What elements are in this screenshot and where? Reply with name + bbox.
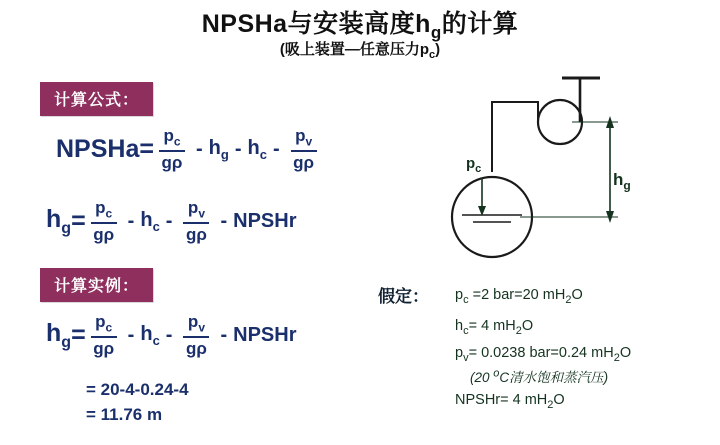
formula-hg-term-npshr: NPSHr: [233, 209, 297, 232]
formula-npsha-op3: -: [272, 137, 280, 160]
formula-hg-op1: -: [127, 209, 135, 232]
subtitle-after: ): [435, 41, 441, 58]
formula-example-lhs: $h_g$: [46, 318, 72, 351]
fraction-denominator: gρ: [186, 225, 207, 245]
fraction-numerator: $p_v$: [187, 198, 205, 221]
formula-hg-op3: -: [220, 209, 228, 232]
formula-hg-lhs: $h_g$: [46, 204, 72, 237]
diagram-label-pc: $p_c$: [466, 155, 482, 175]
formula-hg-fraction-pv-grho: [178, 198, 214, 245]
formula-example-fraction-pv-grho: [178, 312, 214, 359]
assumption-hc: $h_c= 4$ $mH_2O$: [455, 318, 534, 337]
title-main-after: 的计算: [441, 10, 519, 38]
formula-hg: [46, 198, 297, 245]
formula-example-op1: -: [127, 323, 135, 346]
formula-npsha-op2: -: [234, 137, 242, 160]
formula-example-fraction-pc-grho: [86, 312, 122, 359]
formula-hg-term-hc: $h_c$: [140, 208, 160, 234]
assumption-pv: $p_v= 0.0238$ bar=0.24 $mH_2O$: [455, 345, 632, 364]
title-subscript-g: g: [430, 23, 442, 42]
fraction-denominator: gρ: [161, 153, 183, 173]
fraction-denominator: gρ: [186, 339, 207, 359]
fraction-numerator: $p_v$: [187, 312, 205, 335]
fraction-numerator: $p_c$: [95, 312, 113, 335]
formula-hg-op2: -: [165, 209, 173, 232]
formula-npsha-term-hc: $h_c$: [247, 136, 267, 162]
calculation-line-1: = 20-4-0.24-4: [86, 380, 189, 399]
formula-npsha-fraction-pc-grho: [154, 126, 190, 173]
subtitle-before: (吸上装置—任意压力p: [279, 41, 430, 58]
formula-npsha-equals: =: [139, 134, 154, 163]
fraction-denominator: gρ: [93, 225, 115, 245]
formula-npsha-term-hg: $h_g$: [208, 136, 229, 162]
formula-example-equals: =: [71, 320, 86, 349]
subtitle-subscript-c: c: [429, 49, 436, 61]
fraction-bar: [183, 222, 209, 224]
formula-example-hg: [46, 312, 297, 359]
page-subtitle: [0, 38, 720, 61]
formula-hg-fraction-pc-grho: [86, 198, 122, 245]
formula-example-op2: -: [165, 323, 173, 346]
assumption-npshr: NPSHr= 4 $mH_2O$: [455, 392, 565, 411]
section-banner-formula: 计算公式：: [40, 82, 153, 116]
fraction-numerator: $p_v$: [295, 126, 313, 149]
fraction-bar: [183, 336, 209, 338]
title-main-before: NPSHa与安装高度h: [201, 10, 431, 38]
formula-hg-equals: =: [71, 206, 86, 235]
diagram-label-hg: $h_g$: [613, 170, 631, 193]
assumption-pc: $p_c =2$ bar=20 $mH_2O$: [455, 287, 583, 306]
assumptions-title: 假定：: [378, 287, 429, 306]
fraction-bar: [91, 222, 117, 224]
assumption-note: (20 $^o$C清水饱和蒸汽压): [470, 367, 609, 385]
fraction-numerator: $p_c$: [95, 198, 113, 221]
formula-npsha-lhs: NPSHa: [56, 134, 140, 163]
formula-example-op3: -: [220, 323, 228, 346]
formula-example-term-hc: $h_c$: [140, 322, 160, 348]
formula-npsha-op1: -: [195, 137, 203, 160]
fraction-bar: [91, 336, 117, 338]
fraction-bar: [159, 150, 185, 152]
fraction-bar: [291, 150, 317, 152]
suction-lift-diagram: [420, 60, 700, 275]
fraction-numerator: $p_c$: [163, 126, 181, 149]
formula-npsha-fraction-pv-grho: [286, 126, 322, 173]
suction-pipe: [492, 102, 538, 172]
calculation-result: [86, 378, 189, 427]
fraction-denominator: gρ: [93, 339, 115, 359]
formula-npsha: [56, 126, 322, 173]
section-banner-example: 计算实例：: [40, 268, 153, 302]
calculation-line-2: = 11.76 m: [86, 404, 163, 424]
formula-example-term-npshr: NPSHr: [233, 323, 297, 346]
fraction-denominator: gρ: [293, 153, 315, 173]
